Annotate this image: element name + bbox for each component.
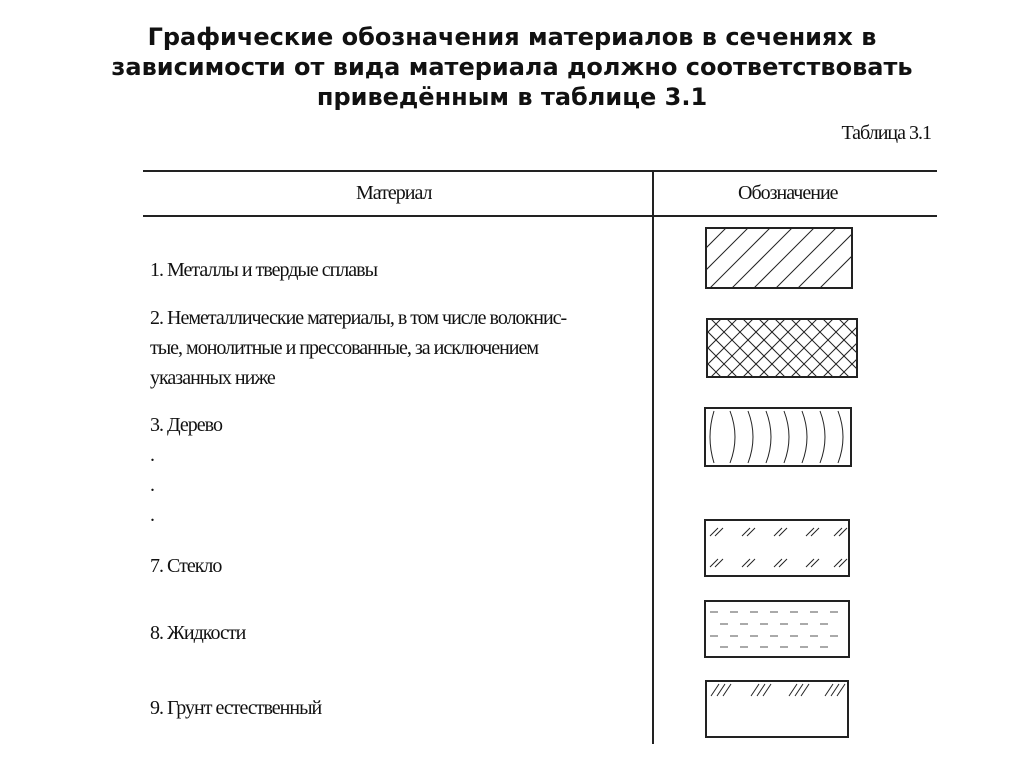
row-text-line-1: 2. Неметаллические материалы, в том числе волокнис- bbox=[150, 307, 567, 329]
table-header-rule bbox=[143, 215, 937, 217]
row-text: 3. Дерево bbox=[150, 414, 222, 436]
row-text: 7. Стекло bbox=[150, 555, 222, 577]
row-text: 8. Жидкости bbox=[150, 622, 246, 644]
table-row-wood bbox=[150, 410, 222, 440]
title-line-1: Графические обозначения материалов в сечениях в bbox=[147, 23, 877, 51]
table-row-metals bbox=[150, 255, 377, 285]
table-column-divider bbox=[652, 170, 654, 744]
wood-grain-icon bbox=[704, 407, 852, 467]
ellipsis-rows bbox=[150, 440, 155, 530]
table-caption: Таблица 3.1 bbox=[841, 122, 931, 144]
ellipsis-dot: . bbox=[150, 474, 155, 496]
cross-hatch-icon bbox=[706, 318, 858, 378]
table-top-rule bbox=[143, 170, 937, 172]
diagonal-hatch-icon bbox=[705, 227, 853, 289]
liquid-dashes-icon bbox=[704, 600, 850, 658]
ellipsis-dot: . bbox=[150, 444, 155, 466]
natural-soil-icon bbox=[705, 680, 849, 738]
glass-hatch-icon bbox=[704, 519, 850, 577]
table-row-soil bbox=[150, 693, 321, 723]
title-line-3: приведённым в таблице 3.1 bbox=[316, 83, 708, 111]
table-row-liquids bbox=[150, 618, 245, 648]
row-text-line-2: тые, монолитные и прессованные, за исключением bbox=[150, 337, 539, 359]
page-title bbox=[60, 22, 964, 112]
ellipsis-dot: . bbox=[150, 504, 155, 526]
row-text: 9. Грунт естественный bbox=[150, 697, 322, 719]
header-symbol: Обозначение bbox=[738, 182, 838, 204]
table-row-glass bbox=[150, 551, 221, 581]
header-material: Материал bbox=[356, 182, 432, 204]
row-text: 1. Металлы и твердые сплавы bbox=[150, 259, 378, 281]
row-text-line-3: указанных ниже bbox=[150, 367, 275, 389]
table-row-nonmetals bbox=[150, 303, 566, 393]
title-line-2: зависимости от вида материала должно соответствовать bbox=[111, 53, 913, 81]
